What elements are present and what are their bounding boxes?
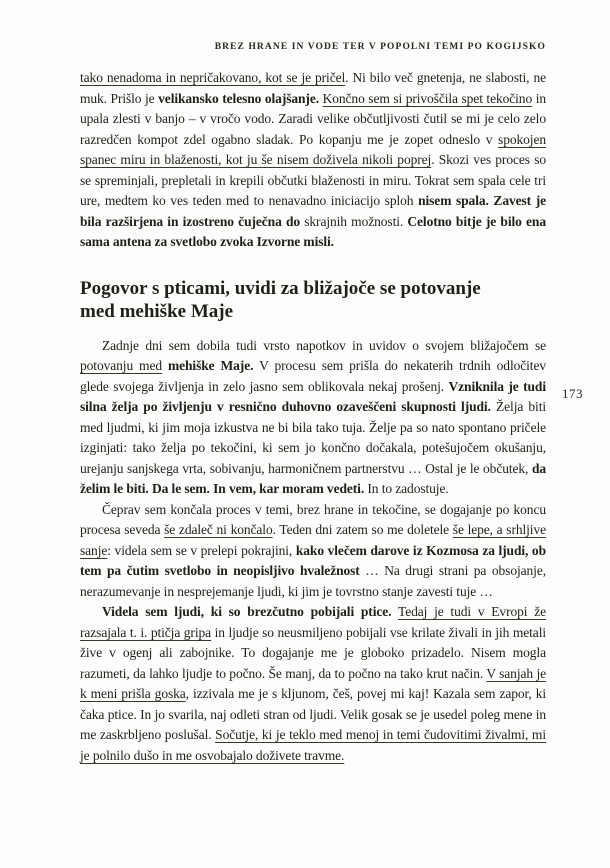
text-run-regular: , izzivala me je s kljunom, češ, povej mi kaj! Kazala sem zapor, ki čaka ptice. In jo svarila, naj odleti stran od ljudi. Velik gosak se je usedel poleg mene in me zaskrbljeno poslušal.: [80, 686, 546, 742]
text-run-regular: V procesu sem prišla do nekaterih trdnih odločitev glede svojega življenja in zelo jasno sem oblikovala nekaj prošenj.: [80, 358, 546, 394]
section-heading-line-1: Pogovor s pticami, uvidi za bližajoče se potovanje: [80, 277, 481, 299]
page-number: 173: [562, 386, 583, 401]
text-block: [80, 68, 546, 766]
text-run-bold: mehiške Maje.: [167, 358, 254, 373]
text-run-underline: potovanju med: [80, 358, 163, 373]
text-run-regular: Zadnje dni sem dobila tudi vrsto napotkov in uvidov o svojem bližajočem se: [102, 337, 546, 353]
section-heading: [80, 277, 546, 323]
text-run-regular: Čeprav sem končala proces v temi, brez hrane in tekočine, se dogajanje po koncu procesa seveda: [80, 501, 546, 537]
paragraph: [80, 336, 546, 500]
text-run-regular: . Ni bilo več gnetenja, ne slabosti, ne muk. Prišlo je: [80, 70, 546, 106]
text-run-regular: Želja biti med ljudmi, ki jim moja izkustva ne bi bila tako tuja. Želje pa so nato spontano pričele izginjati: tako želja po tekočini, ki sem jo končno dočakala, potešujočem okušanju, urejanju sanjskega vrta, sobivanju, harmoničnem partnerstvu … Ostal je le občutek,: [80, 399, 546, 476]
text-run-underline: V sanjah je k meni prišla goska: [80, 665, 546, 701]
text-run-underline: Končno sem si privoščila spet tekočino: [322, 90, 533, 106]
text-run-underline: spokojen spanec miru in blaženosti, kot ju še nisem doživela nikoli poprej: [80, 131, 546, 167]
text-run-bold: nisem spala. Zavest je bila razširjena in izostreno čuječna do: [80, 193, 547, 229]
text-run-bold: kako vlečem darove iz Kozmosa za ljudi, ob tem pa čutim svetlobo in neopisljivo hvaležnost: [80, 542, 546, 578]
text-run-regular: . Teden dni zatem so me doletele: [272, 522, 453, 537]
text-run-bold: da želim le biti. Da le sem. In vem, kar moram vedeti.: [80, 460, 546, 496]
text-run-regular: in ljudje so neusmiljeno pobijali vse krilate živali in jih metali žive v ogenj ali zabojnike. To dogajanje me je globoko prizadelo. Nisem mogla razumeti, da lahko ljudje to počno. Še manj, da to počno na tako krut način.: [80, 624, 546, 681]
text-run-underline: še lepe, a srhljive sanje: [80, 522, 546, 558]
text-run-underline: Tedaj je tudi v Evropi že razsajala t. i. ptičja gripa: [80, 604, 546, 640]
text-run-regular: . Skozi ves proces so se spreminjali, prepletali in krepili občutki blaženosti in miru. Tokrat sem spala cele tri ure, medtem ko ves teden med to nenavadno iniciacijo sploh: [80, 152, 546, 208]
section-paragraphs: [80, 336, 546, 767]
intro-paragraphs: [80, 68, 546, 253]
text-run-regular: … Na drugi strani pa obsojanje, nerazumevanje in nesprejemanje ljudi, ki jim je tovrstno stanje zavesti tuje …: [80, 563, 546, 599]
text-run-regular: In to zadostuje.: [364, 481, 449, 496]
text-run-underline: še zdaleč ni končalo: [164, 522, 273, 537]
text-run-underline: tako nenadoma in nepričakovano, kot se je pričel: [80, 70, 346, 85]
text-run-regular: in upala zlesti v banjo – v vročo vodo. Zaradi velike občutljivosti čutil se mi je celo zelo razredčen kompot zdel ogabno sladak. Po kopanju me je zopet odneslo v: [80, 90, 547, 147]
paragraph: [80, 602, 546, 766]
text-run-underline: Sočutje, ki je teklo med menoj in temi čudovitimi živalmi, mi je polnilo dušo in me osvobajalo doživete travme.: [80, 727, 546, 763]
text-run-regular: skrajnih možnosti.: [300, 213, 408, 229]
running-head: BREZ HRANE IN VODE TER V POPOLNI TEMI PO KOGIJSKO: [214, 42, 546, 52]
paragraph: [80, 500, 546, 603]
text-run-bold: Vzniknila je tudi silna želja po življenju v resnično duhovno ozaveščeni skupnosti ljudi.: [80, 378, 546, 414]
paragraph: [80, 68, 546, 253]
text-run-bold: Videla sem ljudi, ki so brezčutno pobijali ptice.: [102, 604, 392, 619]
text-run-regular: : videla sem se v prelepi pokrajini,: [107, 542, 296, 558]
text-run-bold: velikansko telesno olajšanje.: [158, 90, 319, 106]
text-run-bold: Celotno bitje je bilo ena sama antena za svetlobo zvoka Izvorne misli.: [80, 213, 546, 249]
section-heading-line-2: med mehiške Maje: [80, 300, 234, 322]
